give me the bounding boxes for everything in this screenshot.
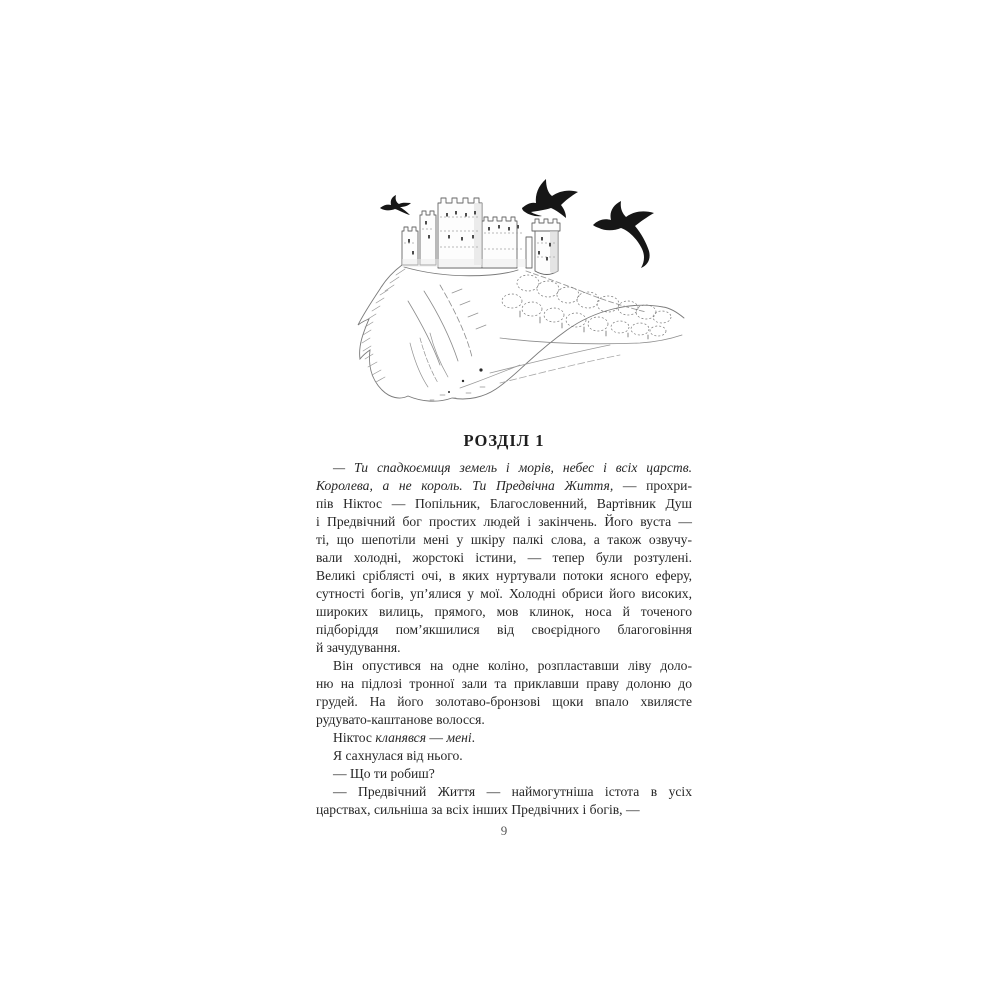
text-line — [316, 729, 692, 747]
paragraph — [316, 459, 692, 657]
text-line — [316, 765, 692, 783]
regular-text: грудей. На його золотаво-бронзові щоки впало хвилясте — [316, 694, 692, 709]
regular-text: ті, що шепотіли мені у шкіру палкі слова, а також озвучу- — [316, 532, 692, 547]
regular-text: підборіддя пом’якшилися від своєрідного благоговіння — [316, 622, 692, 637]
text-line — [316, 693, 692, 711]
italic-text: мені — [446, 730, 472, 745]
paragraph — [316, 657, 692, 729]
text-line — [316, 459, 692, 477]
text-line — [316, 531, 692, 549]
text-line — [316, 549, 692, 567]
regular-text: пів Ніктос — Попільник, Благословенний, Вартівник Душ — [316, 496, 692, 511]
paragraph — [316, 729, 692, 747]
regular-text: — прохри- — [613, 478, 692, 493]
regular-text: Великі сріблясті очі, в яких нуртували потоки ясного еферу, — [316, 568, 692, 583]
page-number: 9 — [500, 823, 508, 838]
regular-text: вали холодні, жорстокі істини, — тепер були розтулені. — [316, 550, 692, 565]
paragraph — [316, 765, 692, 783]
text-line — [316, 585, 692, 603]
regular-text: Він опустився на одне коліно, розпластавши ліву доло- — [333, 658, 692, 673]
regular-text: рудувато-каштанове волосся. — [316, 712, 485, 727]
text-line — [316, 495, 692, 513]
illustration-svg — [340, 173, 688, 405]
paragraph — [316, 747, 692, 765]
regular-text: царствах, сильніша за всіх інших Предвічних і богів, — — [316, 802, 640, 817]
text-line — [316, 801, 692, 819]
regular-text: — Що ти робиш? — [333, 766, 435, 781]
italic-text: Королева, а не король. Ти Предвічна Життя, — [316, 478, 614, 493]
text-line — [316, 675, 692, 693]
paragraph — [316, 783, 692, 819]
dragon-left-icon — [380, 195, 411, 215]
regular-text: . — [471, 730, 476, 745]
regular-text: — — [426, 730, 447, 745]
castle-low-wall — [526, 237, 532, 268]
text-line — [316, 603, 692, 621]
text-line — [316, 513, 692, 531]
dragon-middle-icon — [522, 179, 578, 218]
cliff-hill — [358, 265, 684, 401]
regular-text: ню на підлозі тронної зали та приклавши праву долоню до — [316, 676, 692, 691]
italic-text: кланявся — [375, 730, 427, 745]
text-line — [316, 567, 692, 585]
chapter-heading: РОЗДІЛ 1 — [463, 431, 545, 450]
italic-text: — Ти спадкоємиця земель і морів, небес і всіх царств. — [333, 460, 692, 475]
dragon-right-icon — [593, 201, 654, 268]
text-line — [316, 783, 692, 801]
castle-dragons-illustration — [340, 173, 688, 405]
body-text — [316, 459, 692, 819]
text-line — [316, 657, 692, 675]
regular-text: Ніктос — [333, 730, 376, 745]
text-line — [316, 621, 692, 639]
regular-text: Я сахнулася від нього. — [333, 748, 463, 763]
text-line — [316, 711, 692, 729]
regular-text: й зачудування. — [316, 640, 401, 655]
regular-text: — Предвічний Життя — наймогутніша істота в усіх — [333, 784, 692, 799]
round-tower-battlement — [532, 219, 560, 231]
regular-text: широких вилиць, прямого, мов клинок, носа й точеного — [316, 604, 692, 619]
text-line — [316, 477, 692, 495]
regular-text: сутності богів, уп’ялися у мої. Холодні обриси його високих, — [316, 586, 692, 601]
text-line — [316, 639, 692, 657]
text-line — [316, 747, 692, 765]
regular-text: і Предвічний бог простих людей і закінчень. Його вуста — — [316, 514, 692, 529]
small-accent-marks — [448, 368, 483, 393]
